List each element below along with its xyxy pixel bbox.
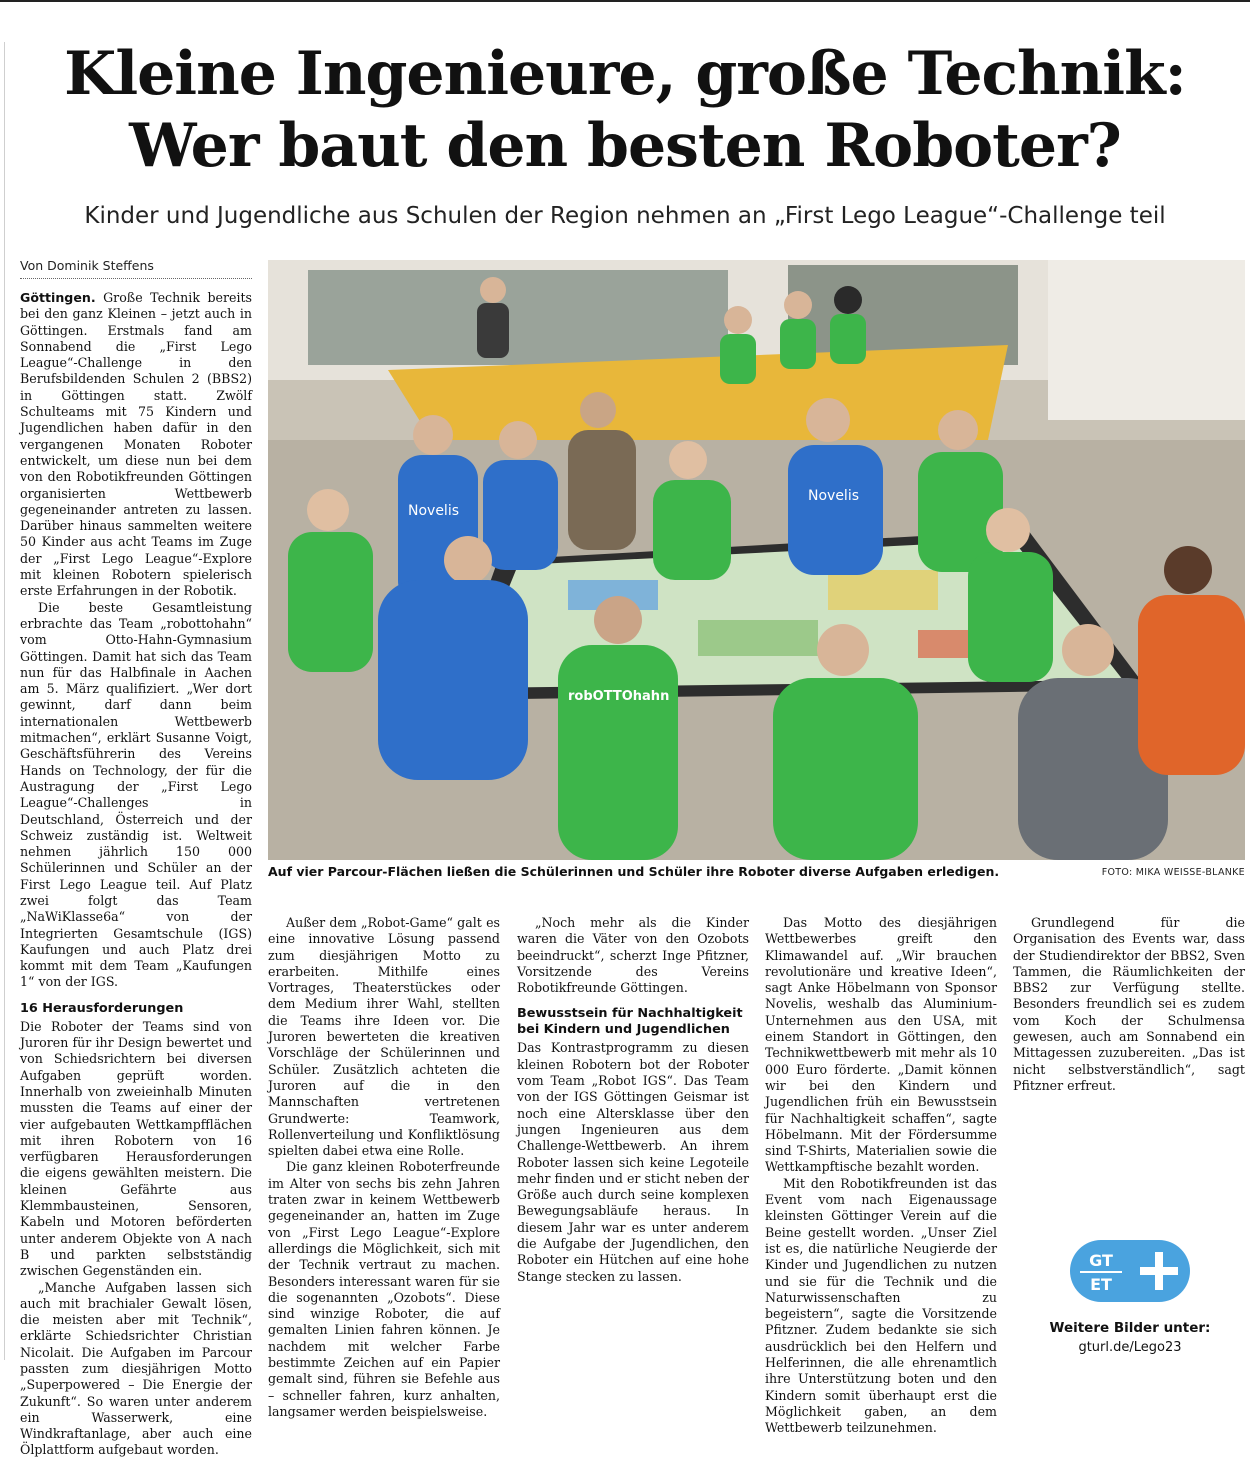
left-margin-rule bbox=[4, 42, 5, 1360]
paragraph-7: „Noch mehr als die Kinder waren die Väter von den Ozobots beeindruckt“, scherzt Inge Pfitzner, Vorsitzende des Vereins Robotikfreunde Göttingen. bbox=[517, 915, 749, 996]
paragraph-11: Grundlegend für die Organisation des Events war, dass der Studiendirektor der BBS2, Sven Tammen, die Räumlichkeiten der BBS2 zur Verfügung stellte. Besonders freundlich sei es zudem vom Koch der Schulmensa gewesen, auch am Sonnabend ein Mittagessen zuzubereiten. „Das ist nicht selbstverständlich“, sagt Pfitzner erfreut. bbox=[1013, 915, 1245, 1093]
shirt-label-novelis: Novelis bbox=[408, 503, 460, 519]
photo-credit: FOTO: MIKA WEISSE-BLANKE bbox=[1101, 867, 1245, 878]
shirt-label-novelis-2: Novelis bbox=[808, 488, 860, 504]
logo-text-gt: GT bbox=[1089, 1251, 1113, 1270]
more-images-label: Weitere Bilder unter: bbox=[1049, 1320, 1211, 1336]
photo-caption: Auf vier Parcour-Flächen ließen die Schülerinnen und Schüler ihre Roboter diverse Aufgaben erledigen. bbox=[268, 864, 1000, 879]
shirt-label-team: robOTTOhahn bbox=[568, 689, 670, 704]
author-byline: Von Dominik Steffens bbox=[20, 258, 252, 279]
text-column-3 bbox=[517, 915, 749, 1360]
headline bbox=[0, 38, 1250, 182]
subtitle: Kinder und Jugendliche aus Schulen der Region nehmen an „First Lego League“-Challenge teil bbox=[84, 203, 1166, 229]
logo-text-et: ET bbox=[1090, 1275, 1112, 1294]
paragraph-4: „Manche Aufgaben lassen sich auch mit brachialer Gewalt lösen, die meisten aber mit Technik“, erklärte Schiedsrichter Christian Nicolait. Die Aufgaben im Parcour passten zum diesjährigen Motto „Superpowered – Die Energie der Zukunft“. So waren unter anderem ein Wasserwerk, eine Windkraftanlage, aber auch eine Ölplattform aufgebaut worden. bbox=[20, 1279, 252, 1458]
top-rule bbox=[0, 0, 1250, 2]
headline-line-1: Kleine Ingenieure, große Technik: bbox=[64, 39, 1186, 109]
paragraph-5: Außer dem „Robot-Game“ galt es eine innovative Lösung passend zum diesjährigen Motto zu erarbeiten. Mithilfe eines Vortrages, Theaterstückes oder dem Medium ihrer Wahl, stellten die Teams ihre Ideen vor. Die Juroren bewerteten die kreativen Vorschläge der Schülerinnen und Schüler. Zusätzlich achteten die Juroren auf die in den Mannschaften vertretenen Grundwerte: Teamwork, Rollenverteilung und Konfliktlösung spielten dabei etwa eine Rolle. bbox=[268, 915, 500, 1159]
paragraph-1-text: Große Technik bereits bei den ganz Kleinen – jetzt auch in Göttingen. Erstmals fand am Sonnabend die „First Lego League“-Challenge in den Berufsbildenden Schulen 2 (BBS2) in Göttingen statt. Zwölf Schulteams mit 75 Kindern und Jugendlichen haben dafür in den vergangenen Monaten Roboter entwickelt, um diese nun bei dem von den Robotikfreunden Göttingen organisierten Wettbewerb gegeneinander antreten zu lassen. Darüber hinaus sammelten weitere 50 Kinder aus acht Teams im Zuge der „First Lego League“-Explore mit kleinen Robotern spielerisch erste Erfahrungen in der Robotik. bbox=[20, 290, 252, 599]
subheading-sustainability: Bewusstsein für Nachhaltigkeit bei Kindern und Jugendlichen bbox=[517, 1006, 743, 1038]
paragraph-9: Das Motto des diesjährigen Wettbewerbes greift den Klimawandel auf. „Wir brauchen revolutionäre und kreative Ideen“, sagt Anke Höbelmann von Sponsor Novelis, weshalb das Aluminium-Unternehmen aus den USA, mit einem Standort in Göttingen, den Technikwettbewerb mit mehr als 10 000 Euro förderte. „Damit können wir bei den Kindern und Jugendlichen früh ein Bewusstsein für Nachhaltigkeit schaffen“, sagte Höbelmann. Mit der Fördersumme sind T-Shirts, Materialien sowie die Wettkampftische bezahlt worden. bbox=[765, 915, 997, 1175]
paragraph-8: Das Kontrastprogramm zu diesen kleinen Robotern bot der Roboter vom Team „Robot IGS“. Das Team von der IGS Göttingen Geismar ist noch eine Altersklasse über den jungen Ingenieuren aus dem Challenge-Wettbewerb. An ihrem Roboter lassen sich keine Legoteile mehr finden und er sticht neben der Größe auch durch seine komplexen Bewegungsabläufe heraus. In diesem Jahr war es unter anderem die Aufgabe der Jugendlichen, den Roboter ein Hütchen auf eine hohe Stange stecken zu lassen. bbox=[517, 1040, 749, 1284]
text-column-1 bbox=[20, 290, 252, 1458]
paragraph-1 bbox=[20, 290, 252, 600]
paragraph-10: Mit den Robotikfreunden ist das Event vom nach Eigenaussage kleinsten Göttinger Verein auf die Beine gestellt worden. „Unser Ziel ist es, die natürliche Neugierde der Kinder und Jugendlichen zu nutzen und sie für die Technik und die Naturwissenschaften zu begeistern“, sagte die Vorsitzende Pfitzner. Zudem bedankte sie sich ausdrücklich bei den Helfern und Helferinnen, die alle ehrenamtlich ihre Unterstützung boten und den Kindern somit überhaupt erst die Möglichkeit gaben, an dem Wettbewerb teilzunehmen. bbox=[765, 1175, 997, 1436]
paragraph-6: Die ganz kleinen Roboterfreunde im Alter von sechs bis zehn Jahren traten zwar in keinem Wettbewerb gegeneinander an, hatten im Zuge von „First Lego League“-Explore allerdings die Möglichkeit, sich mit der Technik vertraut zu machen. Besonders interessant waren für sie die sogenannten „Ozobots“. Diese sind winzige Roboter, die auf gemalten Linien fahren können. Je nachdem mit welcher Farbe bestimmte Zeichen auf ein Papier gemalt sind, führen sie Befehle aus – schneller fahren, kurz anhalten, langsamer werden beispielsweise. bbox=[268, 1159, 500, 1419]
subheading-challenges: 16 Herausforderungen bbox=[20, 1000, 184, 1016]
text-column-5 bbox=[1013, 915, 1245, 1238]
more-images-link[interactable]: gturl.de/Lego23 bbox=[1078, 1340, 1182, 1355]
paragraph-2: Die beste Gesamtleistung erbrachte das Team „robottohahn“ vom Otto-Hahn-Gymnasium Göttingen. Damit hat sich das Team nun für das Halbfinale in Aachen am 5. März qualifiziert. „Wer dort gewinnt, darf dann beim internationalen Wettbewerb mitmachen“, erklärt Susanne Voigt, Geschäftsführerin des Vereins Hands on Technology, der für die Austragung der „First Lego League“-Challenges in Deutschland, Österreich und der Schweiz zuständig ist. Weltweit nehmen jährlich 150 000 Schülerinnen und Schüler an der First Lego League teil. Auf Platz zwei folgt das Team „NaWiKlasse6a“ von der Integrierten Gesamtschule (IGS) Kaufungen und auch Platz drei kommt mit dem Team „Kaufungen 1“ von der IGS. bbox=[20, 599, 252, 990]
text-column-4 bbox=[765, 915, 997, 1436]
text-column-2 bbox=[268, 915, 500, 1419]
article-photo bbox=[268, 260, 1245, 860]
dateline: Göttingen. bbox=[20, 290, 96, 305]
photo-illustration bbox=[268, 260, 1245, 860]
headline-line-2: Wer baut den besten Roboter? bbox=[129, 111, 1121, 181]
gt-et-plus-logo[interactable] bbox=[1068, 1238, 1192, 1304]
paragraph-3: Die Roboter der Teams sind von Juroren für ihr Design bewertet und von Schiedsrichtern bei diversen Aufgaben geprüft worden. Innerhalb von zweieinhalb Minuten mussten die Teams auf einer der vier aufgebauten Wettkampfflächen mit ihren Robotern von 16 verfügbaren Herausforderungen die eigens gewählten meistern. Die kleinen Gefährte aus Klemmbausteinen, Sensoren, Kabeln und Motoren beförderten unter anderem Objekte von A nach B und parkten selbstständig zwischen Gegenständen ein. bbox=[20, 1018, 252, 1279]
